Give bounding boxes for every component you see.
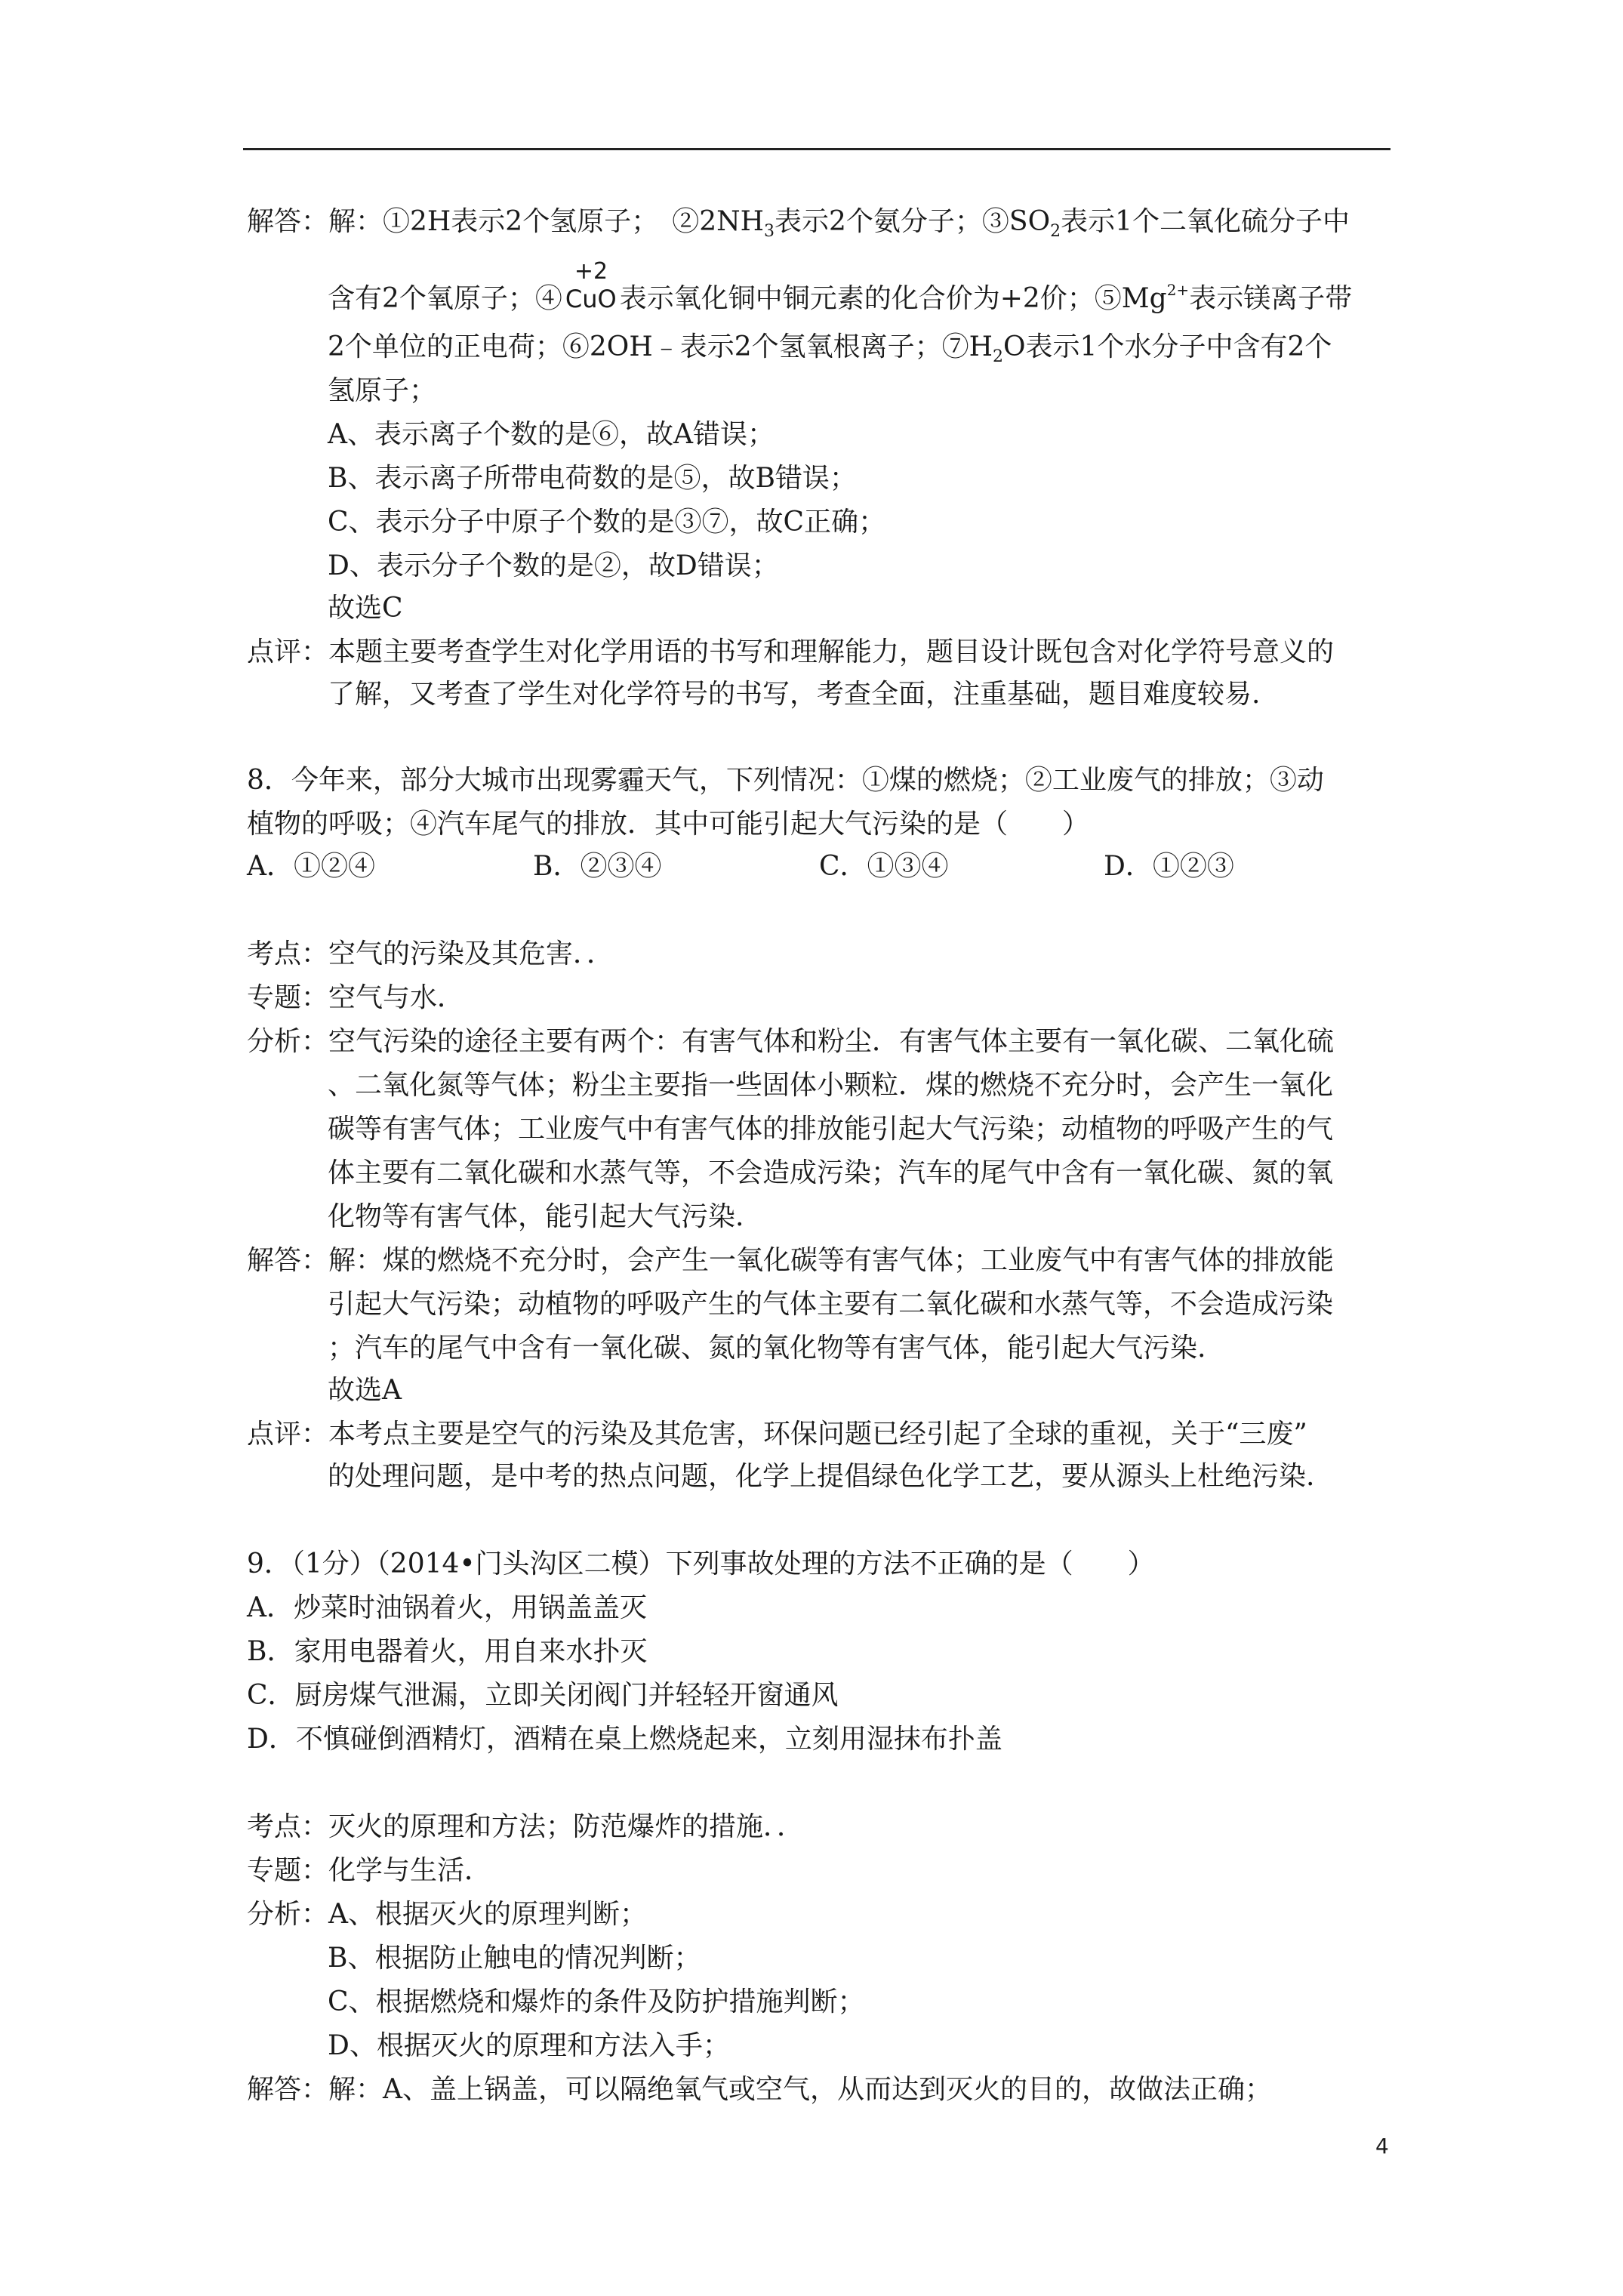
q9-zhuanti: 专题：化学与生活． <box>247 1855 492 1886</box>
q9-option-b: B．家用电器着火，用自来水扑灭 <box>247 1636 648 1667</box>
q9-stem: 9．（1分）（2014•门头沟区二模）下列事故处理的方法不正确的是（ ） <box>247 1549 1155 1579</box>
q8-stem-line1: 8．今年来，部分大城市出现雾霾天气，下列情况：①煤的燃烧；②工业废气的排放；③动 <box>247 765 1324 796</box>
q8-option-b: B．②③④ <box>533 851 662 882</box>
q8-comment-line1: 点评：本考点主要是空气的污染及其危害，环保问题已经引起了全球的重视，关于“三废” <box>247 1419 1307 1450</box>
q7-answer-line3: 2个单位的正电荷；⑥2OH﹣表示2个氢氧根离子；$⑦H_2O$表示1个水分子中含有2个 <box>328 331 1332 366</box>
q7-option-d: D、表示分子个数的是②，故D错误； <box>328 550 779 581</box>
q9-answer-line1: 解答：解：A、盖上锅盖，可以隔绝氧气或空气，从而达到灭火的目的，故做法正确； <box>247 2074 1272 2105</box>
q8-comment-line2: 的处理问题，是中考的热点问题，化学上提倡绿色化学工艺，要从源头上杜绝污染. <box>328 1461 1315 1492</box>
q9-analysis-line4: D、根据灭火的原理和方法入手； <box>328 2030 730 2061</box>
header-rule <box>243 148 1390 150</box>
q7-option-b: B、表示离子所带电荷数的是⑤，故B错误； <box>328 463 857 494</box>
q8-zhuanti: 专题：空气与水． <box>247 982 465 1013</box>
q9-analysis-line1: 分析：A、根据灭火的原理判断； <box>247 1899 647 1930</box>
q7-choice: 故选C <box>328 593 403 624</box>
q7-answer-line1: 解答：解：①2H表示2个氢原子； $②2NH_3$表示2个氨分子；$③SO_2$表示1个二氧化硫分子中 <box>247 206 1350 241</box>
q8-option-d: D．①②③ <box>1104 851 1234 882</box>
q8-answer-line3: ；汽车的尾气中含有一氧化碳、氮的氧化物等有害气体，能引起大气污染. <box>328 1333 1206 1364</box>
q8-stem-line2: 植物的呼吸；④汽车尾气的排放．其中可能引起大气污染的是（ ） <box>247 809 1090 840</box>
q9-kaodian: 考点：灭火的原理和方法；防范爆炸的措施．． <box>247 1811 805 1842</box>
q9-option-c: C．厨房煤气泄漏，立即关闭阀门并轻轻开窗通风 <box>247 1680 839 1711</box>
q7-option-a: A、表示离子个数的是⑥，故A错误； <box>328 419 775 450</box>
q8-option-c: C．①③④ <box>819 851 949 882</box>
q8-analysis-line1: 分析：空气污染的途径主要有两个：有害气体和粉尘．有害气体主要有一氧化碳、二氧化硫 <box>247 1026 1335 1057</box>
q8-choice: 故选A <box>328 1375 402 1406</box>
q9-option-a: A．炒菜时油锅着火，用锅盖盖灭 <box>247 1592 647 1623</box>
q8-analysis-line3: 碳等有害气体；工业废气中有害气体的排放能引起大气污染；动植物的呼吸产生的气 <box>328 1114 1334 1145</box>
q9-analysis-line2: B、根据防止触电的情况判断； <box>328 1943 701 1974</box>
q9-option-d: D．不慎碰倒酒精灯，酒精在桌上燃烧起来，立刻用湿抹布扑盖 <box>247 1724 1002 1755</box>
q8-kaodian: 考点：空气的污染及其危害．． <box>247 938 614 969</box>
q8-analysis-line5: 化物等有害气体，能引起大气污染. <box>328 1201 744 1232</box>
q8-answer-line2: 引起大气污染；动植物的呼吸产生的气体主要有二氧化碳和水蒸气等，不会造成污染 <box>328 1289 1334 1320</box>
q7-comment-line1: 点评：本题主要考查学生对化学用语的书写和理解能力，题目设计既包含对化学符号意义的 <box>247 636 1335 667</box>
q7-answer-line4: 氢原子； <box>328 375 437 406</box>
page-number: 4 <box>1375 2134 1389 2159</box>
cuo-formula: +2 CuO <box>565 258 617 313</box>
q8-answer-line1: 解答：解：煤的燃烧不充分时，会产生一氧化碳等有害气体；工业废气中有害气体的排放能 <box>247 1245 1335 1276</box>
q8-option-a: A．①②④ <box>247 851 375 882</box>
q8-analysis-line2: 、二氧化氮等气体；粉尘主要指一些固体小颗粒．煤的燃烧不充分时，会产生一氧化 <box>328 1070 1334 1101</box>
q9-analysis-line3: C、根据燃烧和爆炸的条件及防护措施判断； <box>328 1986 865 2017</box>
q7-option-c: C、表示分子中原子个数的是③⑦，故C正确； <box>328 507 886 538</box>
q7-comment-line2: 了解，又考查了学生对化学符号的书写，考查全面，注重基础，题目难度较易. <box>328 679 1261 710</box>
q7-answer-line2: 含有2个氧原子；④ +2 CuO 表示氧化铜中铜元素的化合价为+2价；$⑤Mg^{2+}$表示镁离子带 <box>328 272 1352 317</box>
q8-analysis-line4: 体主要有二氧化碳和水蒸气等，不会造成污染；汽车的尾气中含有一氧化碳、氮的氧 <box>328 1157 1334 1188</box>
